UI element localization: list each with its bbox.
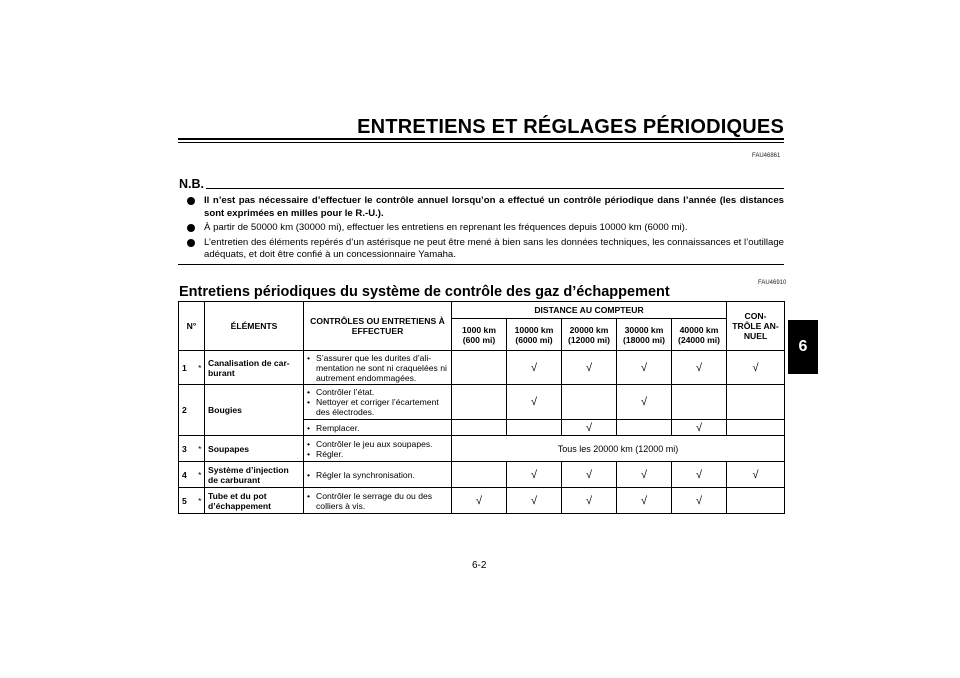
col-header-distance-5: 40000 km (24000 mi) bbox=[672, 319, 727, 351]
check-cell: √ bbox=[507, 488, 562, 514]
control-item: • Remplacer. bbox=[307, 423, 448, 433]
row-controls bbox=[304, 385, 452, 420]
check-cell bbox=[452, 385, 507, 420]
page-number: 6-2 bbox=[472, 560, 487, 571]
chapter-tab: 6 bbox=[788, 320, 818, 374]
control-item: • Contrôler l’état. bbox=[307, 387, 448, 397]
row-element: Tube et du pot d’échappement bbox=[205, 488, 304, 514]
check-cell: √ bbox=[672, 462, 727, 488]
row-controls bbox=[304, 420, 452, 436]
check-cell: √ bbox=[617, 385, 672, 420]
check-cell: √ bbox=[452, 488, 507, 514]
control-item: • S’assurer que les durites d’ali-mentation ne sont ni craquelées ni autrement endommagées. bbox=[307, 353, 448, 383]
check-cell: √ bbox=[507, 462, 562, 488]
check-cell: √ bbox=[562, 420, 617, 436]
check-cell bbox=[452, 462, 507, 488]
col-header-distance-1: 1000 km (600 mi) bbox=[452, 319, 507, 351]
control-item: • Contrôler le jeu aux soupapes. bbox=[307, 439, 448, 449]
control-item: • Régler la synchronisation. bbox=[307, 470, 448, 480]
row-element: Système d’injection de carburant bbox=[205, 462, 304, 488]
control-item: • Nettoyer et corriger l’écartement des électrodes. bbox=[307, 397, 448, 417]
row-number: 5 bbox=[179, 488, 196, 514]
col-header-distance-3: 20000 km (12000 mi) bbox=[562, 319, 617, 351]
control-item: • Régler. bbox=[307, 449, 448, 459]
check-cell: √ bbox=[672, 488, 727, 514]
check-cell bbox=[672, 385, 727, 420]
nb-label: N.B. bbox=[179, 177, 204, 191]
nb-rule bbox=[206, 188, 784, 189]
row-number: 1 bbox=[179, 351, 196, 385]
bullet-dot-icon bbox=[187, 239, 195, 247]
check-cell: √ bbox=[672, 420, 727, 436]
check-cell: √ bbox=[562, 462, 617, 488]
header-rule bbox=[178, 138, 784, 140]
nb-end-rule bbox=[178, 264, 784, 265]
header-rule-thin bbox=[178, 142, 784, 143]
check-cell: √ bbox=[562, 351, 617, 385]
col-header-no: N° bbox=[179, 302, 205, 351]
asterisk-mark: * bbox=[196, 488, 205, 514]
asterisk-mark: * bbox=[196, 351, 205, 385]
check-cell bbox=[727, 488, 785, 514]
col-header-element: ÉLÉMENTS bbox=[205, 302, 304, 351]
col-header-distance: DISTANCE AU COMPTEUR bbox=[452, 302, 727, 319]
check-cell: √ bbox=[507, 385, 562, 420]
check-cell bbox=[617, 420, 672, 436]
row-element: Bougies bbox=[205, 385, 304, 436]
check-cell bbox=[562, 385, 617, 420]
check-cell bbox=[727, 385, 785, 420]
asterisk-mark bbox=[196, 385, 205, 436]
control-item: • Contrôler le serrage du ou des colliers à vis. bbox=[307, 491, 448, 511]
table-row bbox=[179, 488, 785, 514]
nb-bullet: L’entretien des éléments repérés d’un astérisque ne peut être mené à bien sans les données techniques, les connaissances et l’outillage adéquats, et doit être confié à un concessionnaire Yamaha. bbox=[186, 237, 784, 262]
bullet-dot-icon bbox=[187, 197, 195, 205]
check-cell bbox=[452, 420, 507, 436]
row-element: Soupapes bbox=[205, 436, 304, 462]
check-cell: √ bbox=[727, 462, 785, 488]
check-cell: √ bbox=[617, 351, 672, 385]
table-row bbox=[179, 462, 785, 488]
col-header-distance-4: 30000 km (18000 mi) bbox=[617, 319, 672, 351]
table-row bbox=[179, 351, 785, 385]
row-controls bbox=[304, 462, 452, 488]
asterisk-mark: * bbox=[196, 462, 205, 488]
row-number: 2 bbox=[179, 385, 196, 436]
table-row bbox=[179, 436, 785, 462]
col-header-annual: CON-TRÔLE AN-NUEL bbox=[727, 302, 785, 351]
bullet-dot-icon bbox=[187, 224, 195, 232]
check-cell: √ bbox=[507, 351, 562, 385]
check-cell: √ bbox=[617, 488, 672, 514]
nb-bullet: Il n’est pas nécessaire d’effectuer le contrôle annuel lorsqu’on a effectué un contrôle périodique dans l’année (les distances sont exprimées en milles pour le R.-U.). bbox=[186, 195, 784, 220]
check-cell bbox=[727, 420, 785, 436]
row-controls bbox=[304, 488, 452, 514]
col-header-distance-2: 10000 km (6000 mi) bbox=[507, 319, 562, 351]
row-element: Canalisation de car-burant bbox=[205, 351, 304, 385]
table-row bbox=[179, 385, 785, 420]
reference-code: FAU46910 bbox=[758, 280, 787, 286]
maintenance-table bbox=[178, 301, 785, 514]
row-number: 3 bbox=[179, 436, 196, 462]
asterisk-mark: * bbox=[196, 436, 205, 462]
check-cell: √ bbox=[672, 351, 727, 385]
interval-note: Tous les 20000 km (12000 mi) bbox=[452, 436, 785, 462]
row-controls bbox=[304, 436, 452, 462]
check-cell bbox=[507, 420, 562, 436]
row-controls bbox=[304, 351, 452, 385]
section-title: Entretiens périodiques du système de contrôle des gaz d’échappement bbox=[179, 284, 670, 300]
reference-code: FAU46861 bbox=[752, 153, 781, 159]
row-number: 4 bbox=[179, 462, 196, 488]
nb-bullet-list bbox=[186, 195, 784, 264]
check-cell bbox=[452, 351, 507, 385]
check-cell: √ bbox=[727, 351, 785, 385]
check-cell: √ bbox=[562, 488, 617, 514]
nb-bullet: À partir de 50000 km (30000 mi), effectuer les entretiens en reprenant les fréquences depuis 10000 km (6000 mi). bbox=[186, 222, 784, 235]
page-header-title: ENTRETIENS ET RÉGLAGES PÉRIODIQUES bbox=[357, 116, 784, 138]
check-cell: √ bbox=[617, 462, 672, 488]
col-header-controls: CONTRÔLES OU ENTRETIENS À EFFECTUER bbox=[304, 302, 452, 351]
